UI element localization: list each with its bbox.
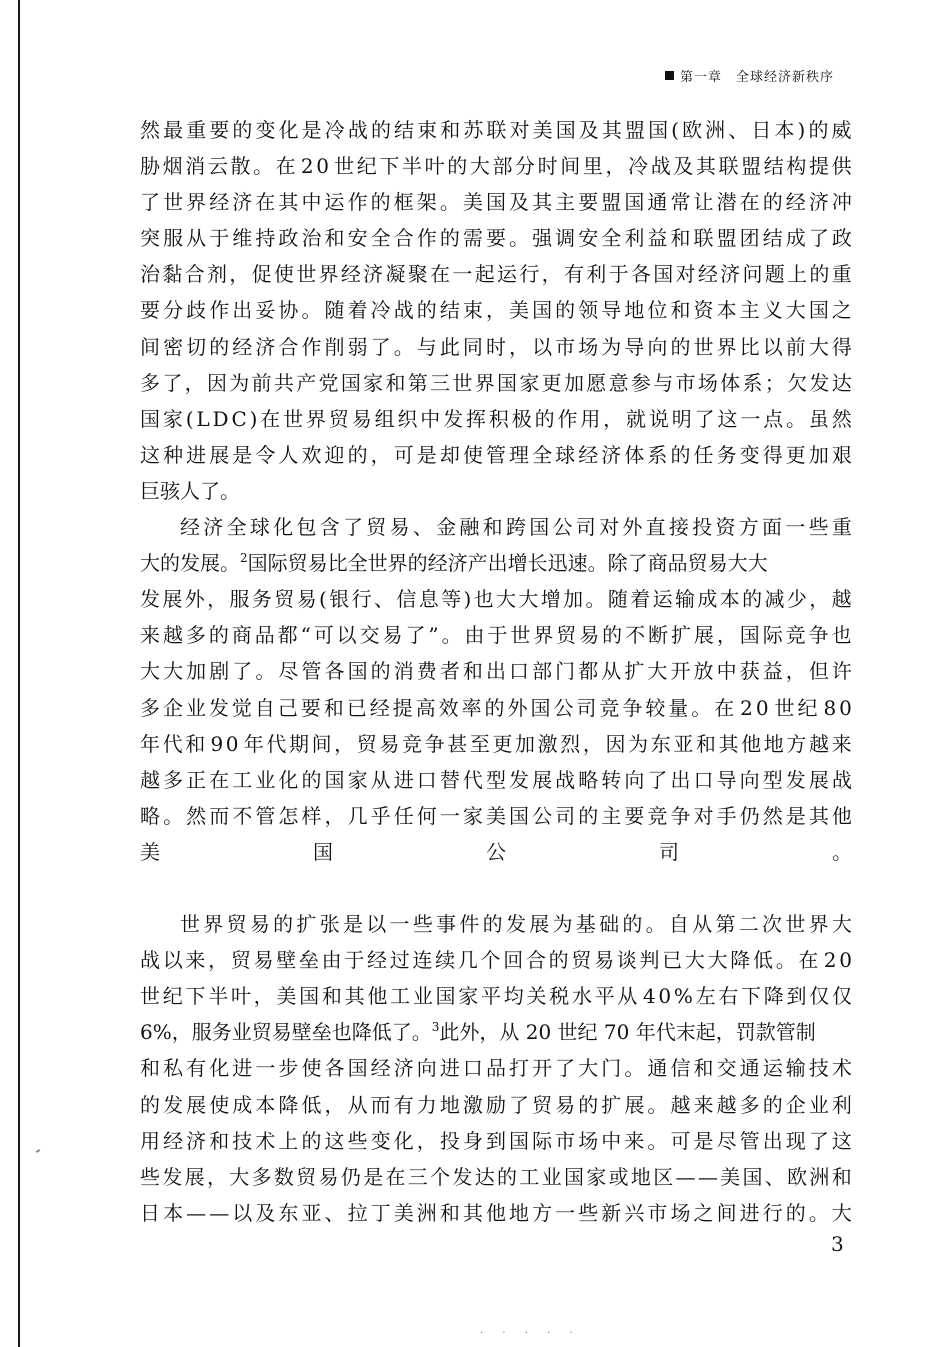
text-line (140, 545, 852, 581)
page-number: 3 (831, 1232, 844, 1256)
text-line: 突 服 从 于 维 持 政 治 和 安 全 合 作 的 需 要 。 强 调 安 全 利 益 和 联 盟 团 结 成 了 政 (140, 226, 852, 251)
scan-speck (36, 1149, 40, 1153)
text-line: 间 密 切 的 经 济 合 作 削 弱 了 。 与 此 同 时 ， 以 市 场 为 导 向 的 世 界 比 以 前 大 得 (140, 334, 852, 359)
text-line: 胁 烟 消 云 散 。 在 2 0 世 纪 下 半 叶 的 大 部 分 时 间 里 ， 冷 战 及 其 联 盟 结 构 提 供 (140, 154, 852, 179)
text-line: 些 发 展 ， 大 多 数 贸 易 仍 是 在 三 个 发 达 的 工 业 国 家 或 地 区 — — 美 国 、 欧 洲 和 (140, 1164, 852, 1189)
text-line: 美 国 公 司 。 (140, 839, 852, 864)
text-line: 日 本 — — 以 及 东 亚 、 拉 丁 美 洲 和 其 他 地 方 一 些 新 兴 市 场 之 间 进 行 的 。 大 (140, 1200, 852, 1225)
text-line: 然 最 重 要 的 变 化 是 冷 战 的 结 束 和 苏 联 对 美 国 及 其 盟 国 ( 欧 洲 、 日 本 ) 的 威 (140, 118, 852, 142)
text-line: 要 分 歧 作 出 妥 协 。 随 着 冷 战 的 结 束 ， 美 国 的 领 导 地 位 和 资 本 主 义 大 国 之 (140, 298, 852, 323)
text-line: 了 世 界 经 济 在 其 中 运 作 的 框 架 。 美 国 及 其 主 要 盟 国 通 常 让 潜 在 的 经 济 冲 (140, 190, 852, 215)
running-header (665, 66, 834, 85)
chapter-title: 全球经济新秩序 (735, 70, 834, 85)
text-line: 年 代 和 9 0 年 代 期 间 ， 贸 易 竞 争 甚 至 更 加 激 烈 ， 因 为 东 亚 和 其 他 地 方 越 来 (140, 731, 852, 756)
text-line: 多 企 业 发 觉 自 己 要 和 已 经 提 高 效 率 的 外 国 公 司 竞 争 较 量 。 在 2 0 世 纪 8 0 (140, 695, 852, 720)
paragraph-first-line: 世 界 贸 易 的 扩 张 是 以 一 些 事 件 的 发 展 为 基 础 的 。 自 从 第 二 次 世 界 大 (180, 912, 852, 937)
paragraph-first-line: 经 济 全 球 化 包 含 了 贸 易 、 金 融 和 跨 国 公 司 对 外 直 接 投 资 方 面 一 些 重 (180, 515, 852, 540)
text-line (140, 1014, 852, 1050)
text-line: 国 家 ( L D C ) 在 世 界 贸 易 组 织 中 发 挥 积 极 的 作 用 ， 就 说 明 了 这 一 点 。 虽 然 (140, 406, 852, 431)
text-line: 战 以 来 ， 贸 易 壁 垒 由 于 经 过 连 续 几 个 回 合 的 贸 易 谈 判 已 大 大 降 低 。 在 2 0 (140, 948, 852, 973)
body-text (140, 112, 852, 1267)
text-line: 的 发 展 使 成 本 降 低 ， 从 而 有 力 地 激 励 了 贸 易 的 扩 展 。 越 来 越 多 的 企 业 利 (140, 1092, 852, 1117)
footnote-ref: 2 (240, 551, 248, 566)
text-line: 越 多 正 在 工 业 化 的 国 家 从 进 口 替 代 型 发 展 战 略 转 向 了 出 口 导 向 型 发 展 战 (140, 767, 852, 792)
text-line: 多 了 ， 因 为 前 共 产 党 国 家 和 第 三 世 界 国 家 更 加 愿 意 参 与 市 场 体 系 ； 欠 发 达 (140, 370, 852, 395)
footnote-ref: 3 (431, 1020, 440, 1035)
text-line: 这 种 进 展 是 令 人 欢 迎 的 ， 可 是 却 使 管 理 全 球 经 济 体 系 的 任 务 变 得 更 加 艰 (140, 442, 852, 467)
text-line (140, 1231, 852, 1267)
text-line: 用 经 济 和 技 术 上 的 这 些 变 化 ， 投 身 到 国 际 市 场 中 来 。 可 是 尽 管 出 现 了 这 (140, 1128, 852, 1153)
text-line: 世 纪 下 半 叶 ， 美 国 和 其 他 工 业 国 家 平 均 关 税 水 平 从 4 0 % 左 右 下 降 到 仅 仅 (140, 984, 852, 1009)
text-line: 和 私 有 化 进 一 步 使 各 国 经 济 向 进 口 品 打 开 了 大 门 。 通 信 和 交 通 运 输 技 术 (140, 1056, 852, 1081)
text-line: 巨骇人了。 (140, 478, 240, 503)
text-line: 来 越 多 的 商 品 都 “ 可 以 交 易 了 ” 。 由 于 世 界 贸 易 的 不 断 扩 展 ， 国 际 竞 争 也 (140, 623, 852, 648)
text-line: 略 。 然 而 不 管 怎 样 ， 几 乎 任 何 一 家 美 国 公 司 的 主 要 竞 争 对 手 仍 然 是 其 他 (140, 803, 852, 828)
text-line: 大 大 加 剧 了 。 尽 管 各 国 的 消 费 者 和 出 口 部 门 都 从 扩 大 开 放 中 获 益 ， 但 许 (140, 659, 852, 684)
text-segment: 6%，服务业贸易壁垒也降低了。$^3$此外，从 20 世纪 70 年代末起，罚款管制 (140, 1020, 816, 1045)
page-edge-shadow (18, 0, 20, 1347)
text-line: 治 黏 合 剂 ， 促 使 世 界 经 济 凝 聚 在 一 起 运 行 ， 有 利 于 各 国 对 经 济 问 题 上 的 重 (140, 262, 852, 287)
scan-noise: · · · · · (480, 1328, 581, 1339)
square-bullet-icon (665, 71, 674, 80)
text-segment: 大的发展。$^2$国际贸易比全世界的经济产出增长迅速。除了商品贸易大大 (140, 551, 768, 576)
text-line (140, 870, 852, 906)
chapter-label: 第一章 (679, 70, 722, 85)
text-line: 发 展 外 ， 服 务 贸 易 ( 银 行 、 信 息 等 ) 也 大 大 增 加 。 随 着 运 输 成 本 的 减 少 ， 越 (140, 587, 852, 612)
